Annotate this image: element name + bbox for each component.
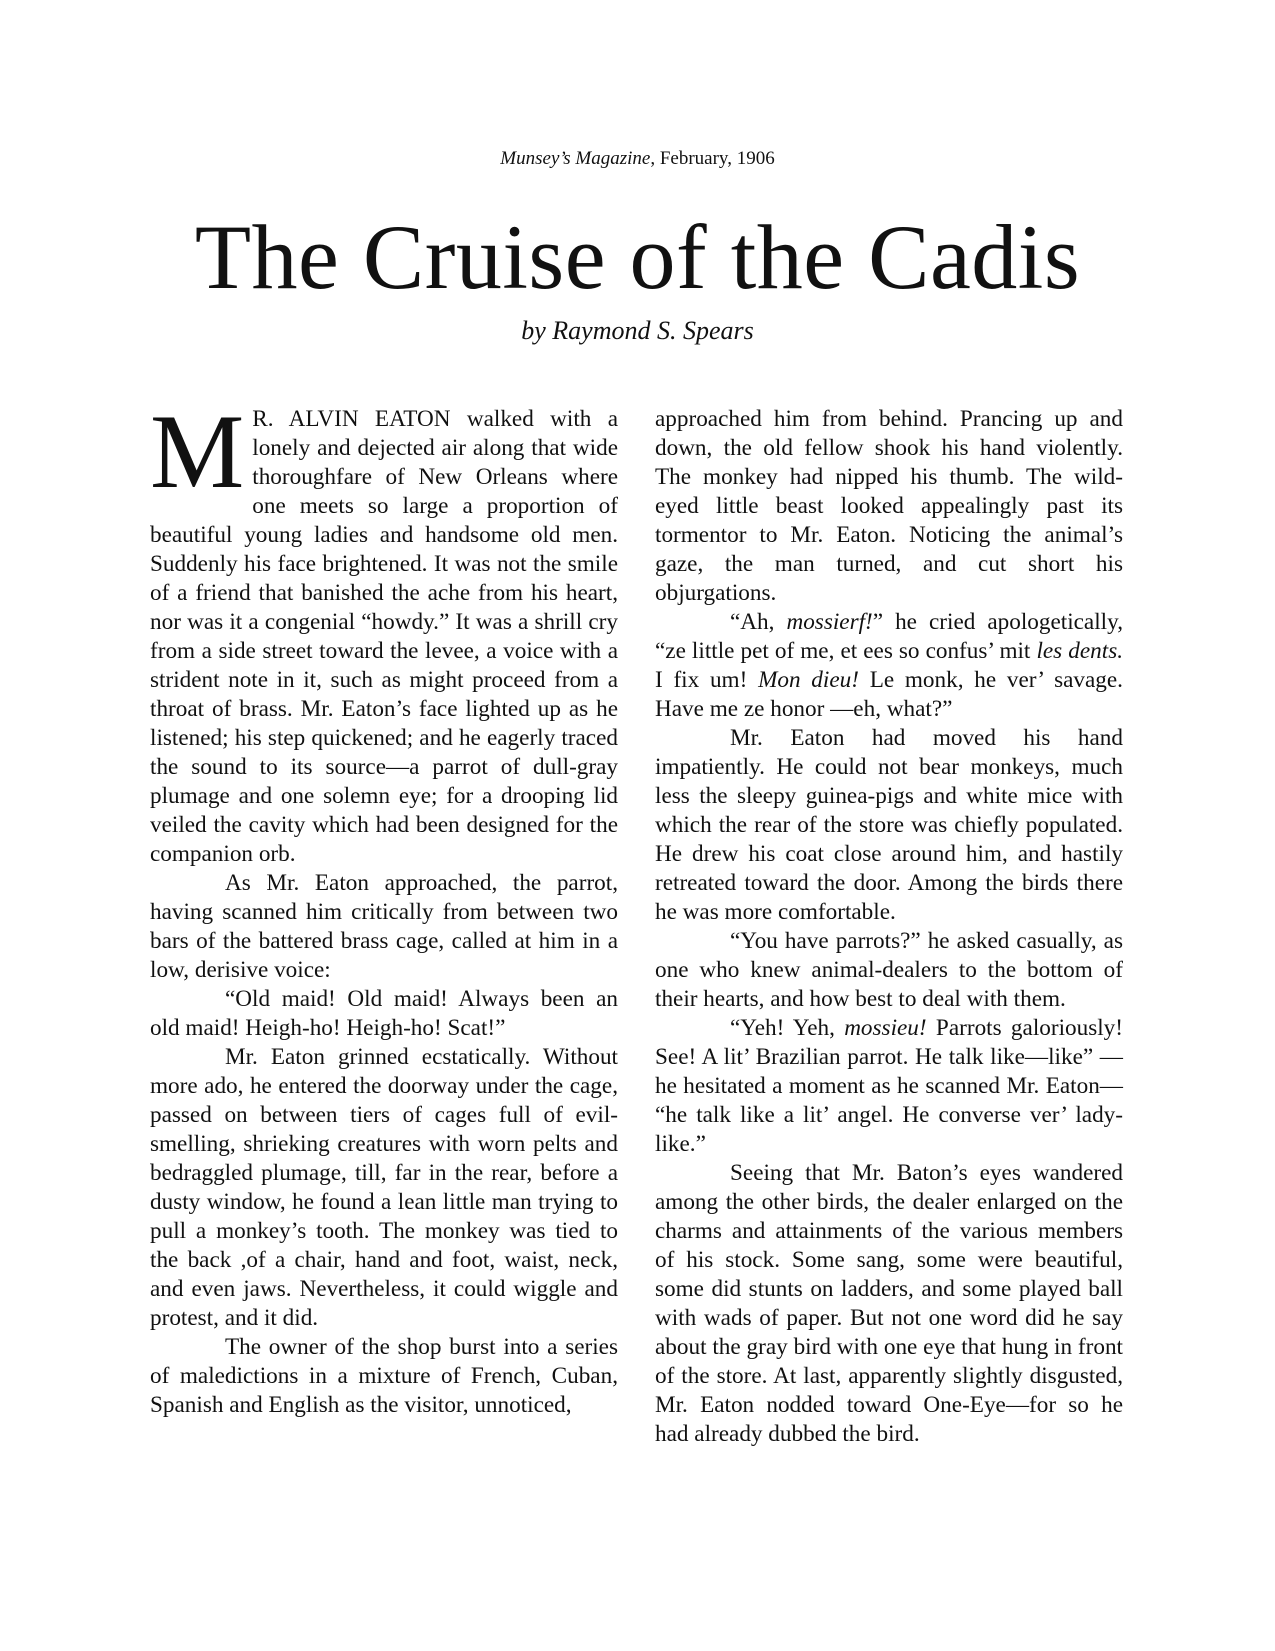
- publication-header: [0, 148, 1275, 170]
- paragraph: “You have parrots?” he asked casually, as one who knew animal-dealers to the bottom of their hearts, and how best to deal with them.: [655, 928, 1123, 1012]
- text-run: “Yeh! Yeh,: [730, 1015, 845, 1041]
- paragraph: As Mr. Eaton approached, the parrot, having scanned him critically from between two bars of the battered brass cage, called at him in a low, derisive voice:: [150, 870, 618, 983]
- drop-cap: M: [150, 393, 245, 510]
- text-run: ” he cried apologetically, “ze little pet of me, et ees so confus’ mit: [655, 609, 1123, 664]
- paragraph: [150, 393, 618, 869]
- paragraph: “Old maid! Old maid! Always been an old maid! Heigh-ho! Heigh-ho! Scat!”: [150, 986, 618, 1041]
- paragraph: [655, 608, 1123, 724]
- magazine-name: Munsey’s Magazine: [500, 148, 651, 169]
- text-run: Parrots galoriously! See! A lit’ Brazilian parrot. He talk like—like” —he hesitated a moment as he scanned Mr. Eaton— “he talk like a lit’ angel. He converse ver’ lady-like.”: [655, 1015, 1123, 1157]
- italic-run: les dents.: [1036, 638, 1124, 664]
- paragraph: [655, 1014, 1123, 1159]
- italic-run: mossieu!: [844, 1015, 927, 1041]
- italic-run: Mon dieu!: [758, 667, 859, 693]
- paragraph: Mr. Eaton grinned ecstatically. Without more ado, he entered the doorway under the cage, passed on between tiers of cages full of evil-smelling, shrieking creatures with worn pelts and bedraggled plumage, till, far in the rear, before a dusty window, he found a lean little man trying to pull a monkey’s tooth. The monkey was tied to the back ,of a chair, hand and foot, waist, neck, and even jaws. Nevertheless, it could wiggle and protest, and it did.: [150, 1044, 618, 1331]
- text-run: I fix um!: [655, 667, 759, 693]
- paragraph: approached him from behind. Prancing up and down, the old fellow shook his hand violently. The monkey had nipped his thumb. The wild-eyed little beast looked appealingly past its tormentor to Mr. Eaton. Noticing the animal’s gaze, the man turned, and cut short his objurgations.: [655, 406, 1123, 606]
- paragraph: Seeing that Mr. Baton’s eyes wandered among the other birds, the dealer enlarged on the charms and attainments of the various members of his stock. Some sang, some were beautiful, some did stunts on ladders, and some played ball with wads of paper. But not one word did he say about the gray bird with one eye that hung in front of the store. At last, apparently slightly disgusted, Mr. Eaton nodded toward One-Eye—for so he had already dubbed the bird.: [655, 1160, 1123, 1447]
- story-title: The Cruise of the Cadis: [194, 206, 1081, 308]
- byline: by Raymond S. Spears: [521, 316, 754, 345]
- paragraph-text: R. ALVIN EATON walked with a lonely and dejected air along that wide thoroughfare of New Orleans where one meets so large a proportion of beautiful young ladies and handsome old men. Suddenly his face brightened. It was not the smile of a friend that banished the ache from his heart, nor was it a congenial “howdy.” It was a shrill cry from a side street toward the levee, a voice with a strident note in it, such as might proceed from a throat of brass. Mr. Eaton’s face lighted up as he listened; his step quickened; and he eagerly traced the sound to its source—a parrot of dull-gray plumage and one solemn eye; for a drooping lid veiled the cavity which had been designed for the companion orb.: [150, 406, 618, 867]
- text-run: Le monk, he ver’ savage. Have me ze honor —eh, what?”: [655, 667, 1123, 722]
- left-column: [150, 393, 618, 1420]
- paragraph: Mr. Eaton had moved his hand impatiently. He could not bear monkeys, much less the sleepy guinea-pigs and white mice with which the rear of the store was chiefly populated. He drew his coat close around him, and hastily retreated toward the door. Among the birds there he was more comfortable.: [655, 725, 1123, 925]
- publication-date: , February, 1906: [650, 148, 775, 169]
- text-run: “Ah,: [730, 609, 787, 635]
- paragraph: The owner of the shop burst into a series of maledictions in a mixture of French, Cuban, Spanish and English as the visitor, unnoticed,: [150, 1334, 618, 1418]
- italic-run: mossierf!: [786, 609, 873, 635]
- right-column: [655, 405, 1123, 1449]
